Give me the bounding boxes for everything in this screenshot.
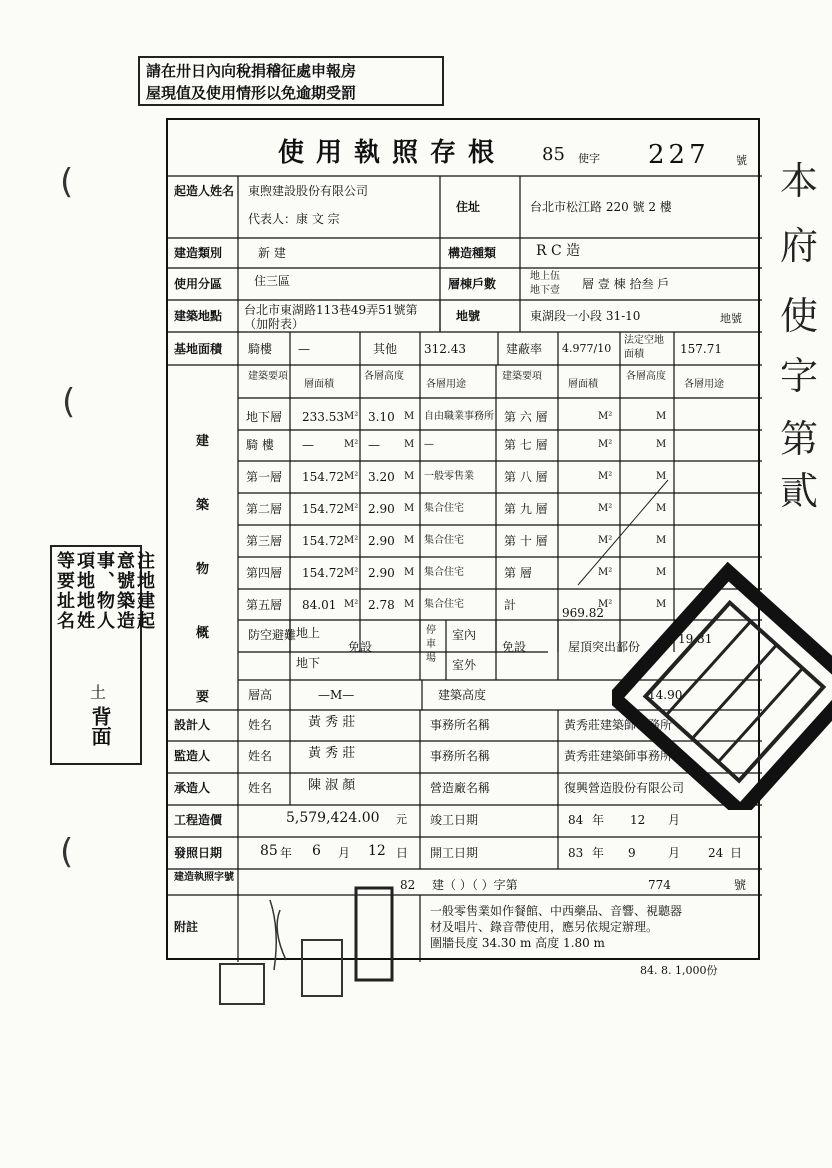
label-indoor: 室內 xyxy=(452,628,477,642)
note-line-1: 一般零售業如作餐館、中西藥品、音響、視聽器 xyxy=(430,904,683,918)
arcade-area: — xyxy=(298,342,310,356)
unit-m-right: M xyxy=(656,567,667,578)
cost-unit: 元 xyxy=(396,813,407,826)
unit-m2: M² xyxy=(344,411,359,422)
floor-area: 154.72 xyxy=(302,470,344,484)
issue-year-unit: 年 xyxy=(280,846,293,860)
floor-name-right: 第 八 層 xyxy=(504,470,548,484)
start-month-unit: 月 xyxy=(668,846,681,860)
label-name-1: 姓名 xyxy=(248,718,273,732)
building-height: 14.90 xyxy=(648,688,683,702)
unit-m2: M² xyxy=(344,567,359,578)
floor-name: 騎 樓 xyxy=(246,438,274,452)
label-parking: 停車場 xyxy=(426,625,436,664)
protrusion-area: 19.31 xyxy=(678,632,713,646)
floor-use: 一般零售業 xyxy=(424,471,474,482)
notice-line-2: 屋現值及使用情形以免逾期受罰 xyxy=(146,84,357,102)
floor-height-value: 2.90 xyxy=(368,534,395,548)
edge-char: 府 xyxy=(780,224,819,268)
zone: 住三區 xyxy=(254,274,291,288)
label-start: 開工日期 xyxy=(430,846,479,860)
finish-year: 84 xyxy=(568,813,584,827)
builder-rep: 代表人：康 文 宗 xyxy=(248,212,340,226)
label-name-3: 姓名 xyxy=(248,781,273,795)
side-col-4: 項地地姓 xyxy=(74,551,95,631)
defense-below: 地下 xyxy=(296,656,321,670)
floor-name-right: 計 xyxy=(504,598,517,612)
coverage: 4.977/10 xyxy=(562,342,612,355)
issue-month: 6 xyxy=(312,843,321,859)
floor-height-value: 2.90 xyxy=(368,566,395,580)
unit-m2: M² xyxy=(344,599,359,610)
unit-m: M xyxy=(404,411,415,422)
start-month: 9 xyxy=(628,846,636,860)
unit-m-right: M xyxy=(656,599,667,610)
title-suffix: 號 xyxy=(736,154,747,167)
finish-year-unit: 年 xyxy=(592,813,605,827)
unit-m: M xyxy=(404,439,415,450)
unit-m2: M² xyxy=(344,503,359,514)
build-type: 新 建 xyxy=(258,246,286,260)
issue-day: 12 xyxy=(368,843,386,859)
unit-m2-right: M² xyxy=(598,567,613,578)
floor-area: 84.01 xyxy=(302,598,337,612)
floor-area: 233.53 xyxy=(302,410,344,424)
binder-hole-mark-3: ( xyxy=(60,832,74,872)
title-char: 使字 xyxy=(578,152,600,165)
side-extra-2: 背面 xyxy=(88,706,112,746)
unit-m2-right: M² xyxy=(598,535,613,546)
open-space: 157.71 xyxy=(680,342,722,356)
lot-suffix: 地號 xyxy=(720,312,742,325)
unit-m-right: M xyxy=(656,471,667,482)
floor-name-right: 第 九 層 xyxy=(504,502,548,516)
unit-m: M xyxy=(404,599,415,610)
designer-office: 黃秀莊建築師事務所 xyxy=(564,718,673,732)
label-supervisor: 監造人 xyxy=(174,749,211,763)
note-line-3: 圍牆長度 34.30 m 高度 1.80 m xyxy=(430,936,605,950)
label-designer: 設計人 xyxy=(174,718,211,732)
floor-area: 154.72 xyxy=(302,502,344,516)
form-title-row xyxy=(166,126,760,178)
builder-address: 台北市松江路 220 號 2 樓 xyxy=(530,200,672,214)
unit-m2-right: M² xyxy=(598,503,613,514)
tax-notice-box xyxy=(138,56,444,106)
unit-m2-right: M² xyxy=(598,599,613,610)
floor-height-value: 3.10 xyxy=(368,410,395,424)
unit-m-right: M xyxy=(656,503,667,514)
unit-m: M xyxy=(404,535,415,546)
permit-year: 82 xyxy=(400,878,416,892)
defense-above: 地上 xyxy=(296,626,321,640)
floor-name-right: 第 十 層 xyxy=(504,534,548,548)
edge-char: 貳 xyxy=(780,469,819,513)
col-use-right: 各層用途 xyxy=(684,379,724,390)
hand-seals xyxy=(210,880,450,1020)
structure: R C 造 xyxy=(536,243,581,259)
floor-use: 集合住宅 xyxy=(424,567,464,578)
floor-name: 第二層 xyxy=(246,502,283,516)
title-year: 85 xyxy=(542,144,565,165)
label-address: 住址 xyxy=(456,200,481,214)
parking-value: 免設 xyxy=(502,640,527,654)
permit-form xyxy=(166,118,760,960)
col-height-right: 各層高度 xyxy=(626,371,666,382)
floor-height-value: 2.90 xyxy=(368,502,395,516)
unit-m: M xyxy=(404,567,415,578)
floor-height-value: 3.20 xyxy=(368,470,395,484)
unit-m: M xyxy=(404,503,415,514)
floor-area: 154.72 xyxy=(302,566,344,580)
label-arcade: 騎樓 xyxy=(248,342,273,356)
floor-area: — xyxy=(302,438,314,452)
contractor-name: 陳 淑 顏 xyxy=(308,778,356,793)
title-number: 227 xyxy=(648,140,710,170)
unit-m-right: M xyxy=(656,439,667,450)
floor-name-right: 第 七 層 xyxy=(504,438,548,452)
label-protrusion: 屋頂突出部份 xyxy=(568,640,641,654)
unit-m2: M² xyxy=(344,535,359,546)
floor-use: 集合住宅 xyxy=(424,599,464,610)
binder-hole-mark-2: ( xyxy=(62,382,76,422)
floor-use: — xyxy=(424,439,434,450)
label-issue: 發照日期 xyxy=(174,846,223,860)
label-base-area: 基地面積 xyxy=(174,342,223,356)
label-air-defense: 防空避難 xyxy=(248,628,297,642)
start-year-unit: 年 xyxy=(592,846,605,860)
note-line-2: 材及唱片、錄音帶使用，應另依規定辦理。 xyxy=(430,920,659,934)
label-name-2: 姓名 xyxy=(248,749,273,763)
form-footer: 84. 8. 1,000份 xyxy=(640,964,718,977)
notice-line-1: 請在卅日內向稅捐稽征處申報房 xyxy=(146,62,357,80)
label-structure: 構造種類 xyxy=(448,246,497,260)
contractor-firm: 復興營造股份有限公司 xyxy=(564,781,685,795)
col-item: 建築要項 xyxy=(248,371,288,382)
label-building-summary: 建築物概要 xyxy=(196,434,210,705)
designer-name: 黃 秀 莊 xyxy=(308,715,356,730)
label-finish: 竣工日期 xyxy=(430,813,479,827)
label-office-1: 事務所名稱 xyxy=(430,718,491,732)
floor-name: 第一層 xyxy=(246,470,283,484)
label-office-2: 事務所名稱 xyxy=(430,749,491,763)
other-area: 312.43 xyxy=(424,342,466,356)
label-attach: 附註 xyxy=(174,920,199,934)
label-build-type: 建造類別 xyxy=(174,246,223,260)
floor-area: 154.72 xyxy=(302,534,344,548)
col-height: 各層高度 xyxy=(364,371,404,382)
total-area: 969.82 xyxy=(562,606,604,620)
floor-height-value: — xyxy=(368,438,380,452)
label-open-space: 法定空地面積 xyxy=(624,335,664,360)
floor-use: 自由職業事務所 xyxy=(424,411,494,422)
label-site: 建築地點 xyxy=(174,309,223,323)
label-zone: 使用分區 xyxy=(174,277,223,291)
floor-name: 第三層 xyxy=(246,534,283,548)
side-col-1: 注地建起 xyxy=(134,551,155,631)
side-col-2: 意號築造 xyxy=(114,551,135,631)
floor-name-right: 第 層 xyxy=(504,566,532,580)
unit-m2: M² xyxy=(344,439,359,450)
permit-mid: 建（ ）（ ）字第 xyxy=(432,878,518,892)
side-extra-1: 土 xyxy=(90,683,107,702)
label-outdoor: 室外 xyxy=(452,658,477,672)
floor-name-right: 第 六 層 xyxy=(504,410,548,424)
label-contractor: 承造人 xyxy=(174,781,211,795)
edge-char: 本 xyxy=(780,159,819,203)
floors-text: 層 壹 棟 拾叁 戶 xyxy=(582,277,670,291)
label-permit-no: 建造執照字號 xyxy=(174,872,234,883)
issue-day-unit: 日 xyxy=(396,846,409,860)
finish-month: 12 xyxy=(630,813,646,827)
binder-hole-mark-1: ( xyxy=(60,162,74,202)
label-firm: 營造廠名稱 xyxy=(430,781,491,795)
unit-m2-right: M² xyxy=(598,411,613,422)
permit-suffix: 號 xyxy=(734,878,747,892)
floor-name: 第四層 xyxy=(246,566,283,580)
unit-m2-right: M² xyxy=(598,439,613,450)
label-floors: 層棟戶數 xyxy=(448,277,497,291)
start-day: 24 xyxy=(708,846,724,860)
unit-m-right: M xyxy=(656,535,667,546)
edge-char: 第 xyxy=(780,417,819,461)
start-day-unit: 日 xyxy=(730,846,743,860)
supervisor-office: 黃秀莊建築師事務所 xyxy=(564,749,673,763)
form-title: 使用執照存根 xyxy=(278,138,507,168)
unit-m2-right: M² xyxy=(598,471,613,482)
floors-below: 地下壹 xyxy=(530,285,560,296)
floors-above: 地上伍 xyxy=(530,271,560,282)
edge-char: 使 xyxy=(780,294,819,338)
side-col-3: 事、物人 xyxy=(94,551,115,631)
start-year: 83 xyxy=(568,846,584,860)
finish-month-unit: 月 xyxy=(668,813,681,827)
unit-m: M xyxy=(404,471,415,482)
cost: 5,579,424.00 xyxy=(286,810,380,826)
side-col-5: 等要址名 xyxy=(54,551,75,631)
unit-m2: M² xyxy=(344,471,359,482)
label-lot: 地號 xyxy=(456,309,481,323)
col-use: 各層用途 xyxy=(426,379,466,390)
col-item-right: 建築要項 xyxy=(502,371,542,382)
floor-height-value: 2.78 xyxy=(368,598,395,612)
unit-m-right: M xyxy=(656,411,667,422)
label-cost: 工程造價 xyxy=(174,813,223,827)
issue-month-unit: 月 xyxy=(338,846,351,860)
label-coverage: 建蔽率 xyxy=(506,342,543,356)
floor-use: 集合住宅 xyxy=(424,535,464,546)
permit-number: 774 xyxy=(648,878,671,892)
builder-company: 東煦建設股份有限公司 xyxy=(248,184,369,198)
floor-name: 第五層 xyxy=(246,598,283,612)
floor-height: —M— xyxy=(318,688,355,702)
official-seal-stamp xyxy=(612,560,832,810)
label-builder: 起造人姓名 xyxy=(174,184,235,198)
floor-use: 集合住宅 xyxy=(424,503,464,514)
col-area: 層面積 xyxy=(304,379,334,390)
lot-number: 東湖段一小段 31-10 xyxy=(530,309,641,323)
col-area-right: 層面積 xyxy=(568,379,598,390)
label-other: 其他 xyxy=(373,342,398,356)
supervisor-name: 黃 秀 莊 xyxy=(308,746,356,761)
label-building-height: 建築高度 xyxy=(438,688,487,702)
label-floor-height: 層高 xyxy=(248,688,273,702)
floor-name: 地下層 xyxy=(246,410,283,424)
issue-year: 85 xyxy=(260,843,278,859)
site-address: 台北市東湖路113巷49弄51號第（加附表） xyxy=(244,303,418,331)
defense-value: 免設 xyxy=(348,640,373,654)
edge-char: 字 xyxy=(780,354,819,398)
